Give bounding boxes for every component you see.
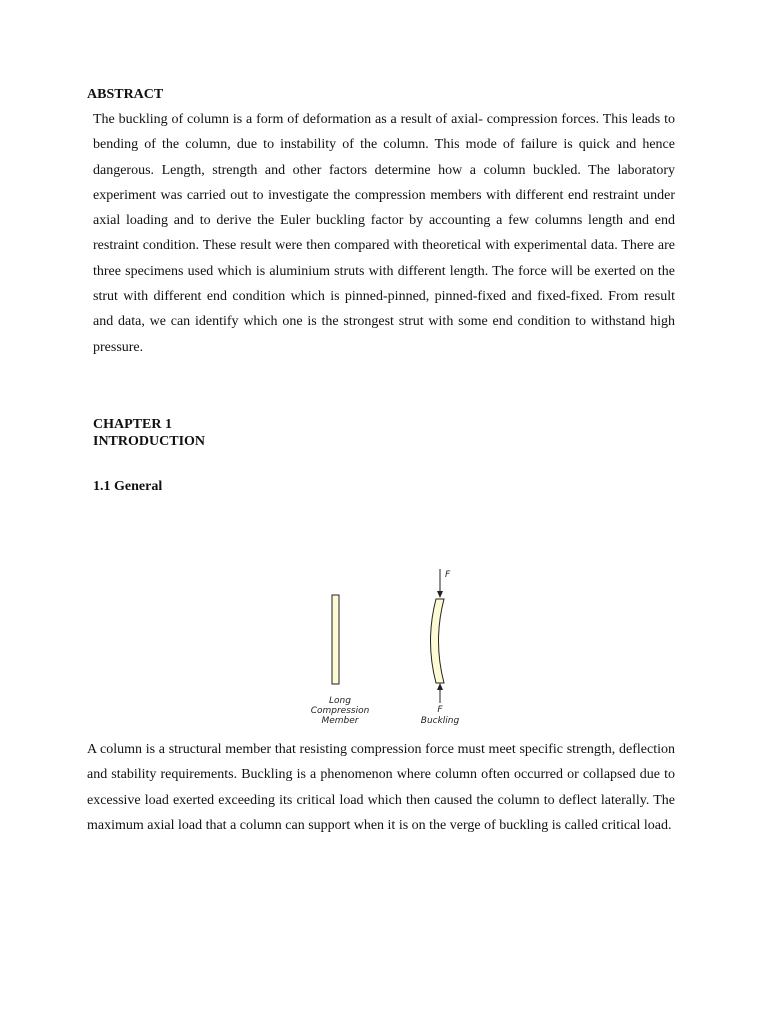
chapter-number: CHAPTER 1: [93, 417, 172, 432]
long-compression-member: [332, 595, 339, 684]
force-label-bottom: F: [437, 705, 443, 715]
left-figure-caption: [300, 696, 380, 726]
caption-line: Long: [329, 696, 351, 706]
buckled-member: [431, 599, 445, 683]
bottom-force-arrow-head: [437, 683, 443, 690]
chapter-title: INTRODUCTION: [93, 434, 206, 449]
right-figure-caption: Buckling: [420, 716, 460, 726]
top-force-arrow-head: [437, 591, 443, 598]
section-heading: 1.1 General: [93, 479, 163, 494]
caption-line: Member: [321, 716, 359, 726]
force-label-top: F: [445, 570, 451, 580]
intro-paragraph: A column is a structural member that resisting compression force must meet specific strength, deflection and stability requirements. Buckling is a phenomenon where column often occurred or collapsed due to excessive load exerted exceeding its critical load which then caused the column to deflect laterally. The maximum axial load that a column can support when it is on the verge of buckling is called critical load.: [87, 742, 675, 833]
caption-line: Compression: [310, 706, 370, 716]
buckling-figure: [300, 565, 480, 730]
abstract-paragraph: The buckling of column is a form of deformation as a result of axial- compression forces. This leads to bending of the column, due to instability of the column. This mode of failure is quick and hence dangerous. Length, strength and other factors determine how a column buckled. The laboratory experiment was carried out to investigate the compression members with different end restraint under axial loading and to derive the Euler buckling factor by accounting a few columns length and end restraint condition. These result were then compared with theoretical with experimental data. There are three specimens used which is aluminium struts with different length. The force will be exerted on the strut with different end condition which is pinned-pinned, pinned-fixed and fixed-fixed. From result and data, we can identify which one is the strongest strut with some end condition to withstand high pressure.: [93, 112, 675, 355]
abstract-heading: ABSTRACT: [87, 87, 164, 102]
